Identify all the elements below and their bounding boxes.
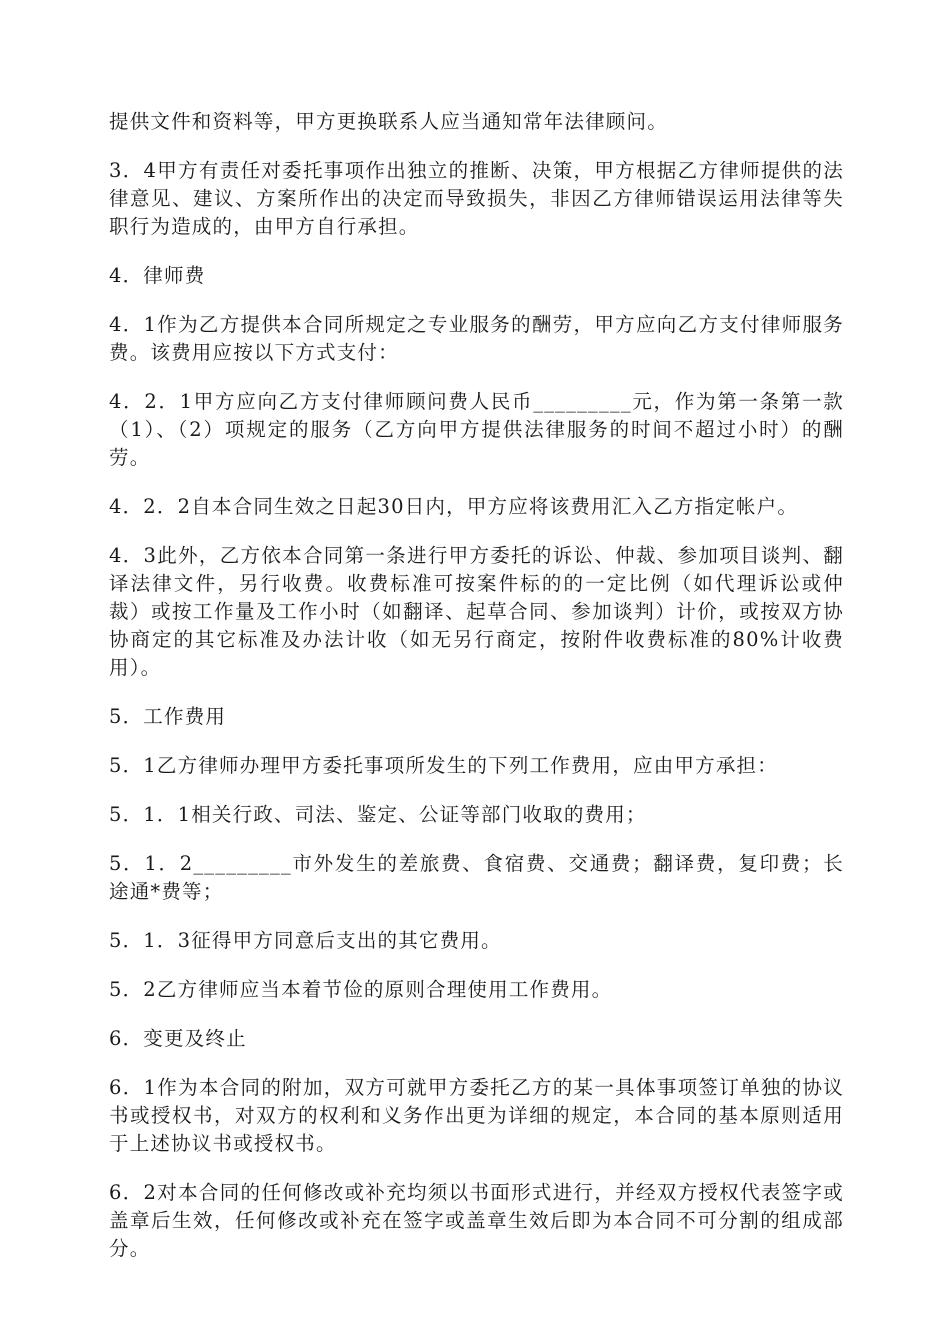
paragraph-3-4: 3．4甲方有责任对委托事项作出独立的推断、决策，甲方根据乙方律师提供的法律意见、建议、方案所作出的决定而导致损失，非因乙方律师错误运用法律等失职行为造成的，由甲方自行承担。 bbox=[109, 159, 844, 238]
paragraph-6-1: 6．1作为本合同的附加，双方可就甲方委托乙方的某一具体事项签订单独的协议书或授权书，对双方的权利和义务作出更为详细的规定，本合同的基本原则适用于上述协议书或授权书。 bbox=[109, 1076, 844, 1155]
section-heading-4: 4．律师费 bbox=[109, 264, 206, 287]
paragraph-4-2-1: 4．2．1甲方应向乙方支付律师顾问费人民币_________元，作为第一条第一款（1）、（2）项规定的服务（乙方向甲方提供法律服务的时间不超过小时）的酬劳。 bbox=[109, 390, 844, 469]
paragraph-5-1-1: 5．1．1相关行政、司法、鉴定、公证等部门收取的费用； bbox=[109, 803, 647, 826]
paragraph-contact-change: 提供文件和资料等，甲方更换联系人应当通知常年法律顾问。 bbox=[109, 110, 668, 133]
section-heading-6: 6．变更及终止 bbox=[109, 1027, 247, 1050]
document-body bbox=[109, 108, 844, 1284]
paragraph-6-2: 6．2对本合同的任何修改或补充均须以书面形式进行，并经双方授权代表签字或盖章后生效，任何修改或补充在签字或盖章生效后即为本合同不可分割的组成部分。 bbox=[109, 1181, 844, 1260]
paragraph-4-2-2: 4．2．2自本合同生效之日起30日内，甲方应将该费用汇入乙方指定帐户。 bbox=[109, 495, 799, 518]
paragraph-5-1-2: 5．1．2_________市外发生的差旅费、食宿费、交通费；翻译费，复印费；长途通*费等； bbox=[109, 852, 844, 903]
paragraph-5-2: 5．2乙方律师应当本着节俭的原则合理使用工作费用。 bbox=[109, 978, 613, 1001]
paragraph-5-1: 5．1乙方律师办理甲方委托事项所发生的下列工作费用，应由甲方承担： bbox=[109, 754, 778, 777]
paragraph-4-1: 4．1作为乙方提供本合同所规定之专业服务的酬劳，甲方应向乙方支付律师服务费。该费用应按以下方式支付： bbox=[109, 313, 844, 364]
section-heading-5: 5．工作费用 bbox=[109, 705, 227, 728]
paragraph-4-3: 4．3此外，乙方依本合同第一条进行甲方委托的诉讼、仲裁、参加项目谈判、翻译法律文件，另行收费。收费标准可按案件标的的一定比例（如代理诉讼或仲裁）或按工作量及工作小时（如翻译、起草合同、参加谈判）计价，或按双方协协商定的其它标准及办法计收（如无另行商定，按附件收费标准的80%计收费用）。 bbox=[109, 544, 844, 679]
paragraph-5-1-3: 5．1．3征得甲方同意后支出的其它费用。 bbox=[109, 929, 502, 952]
